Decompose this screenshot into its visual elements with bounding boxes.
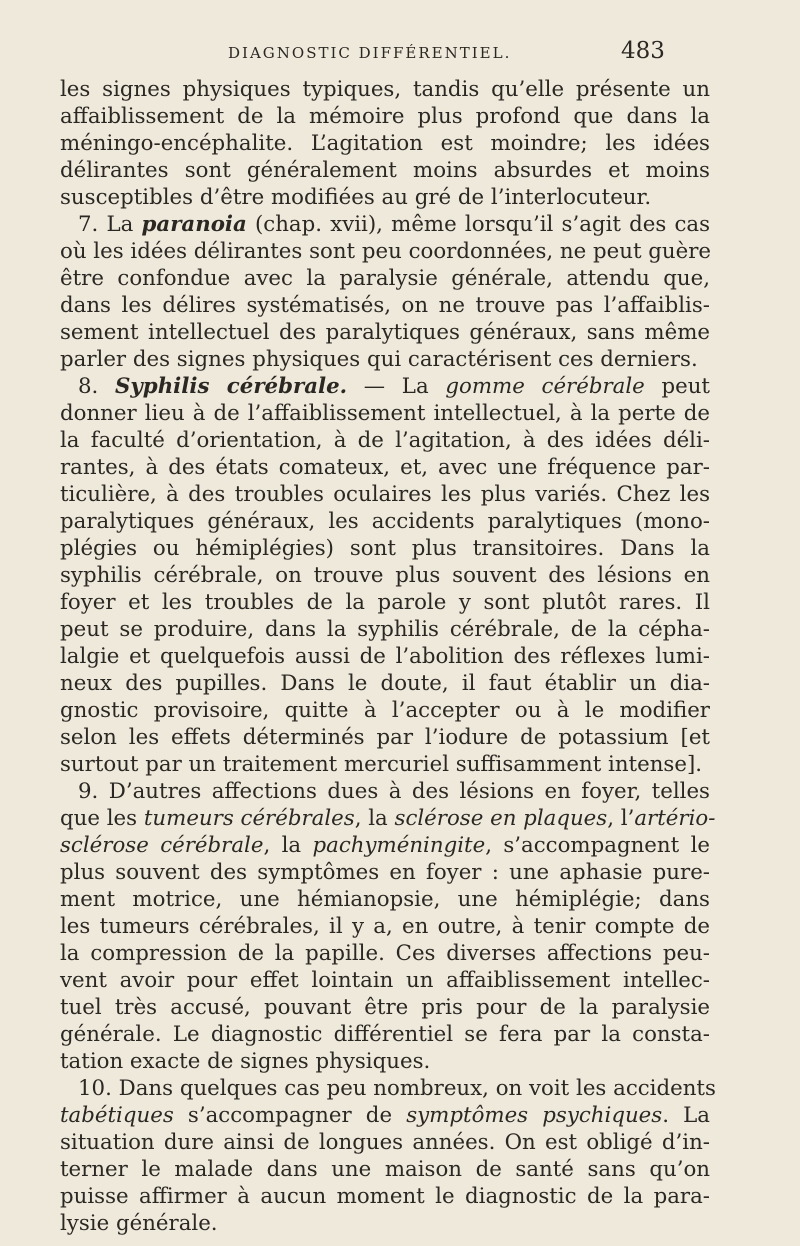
text-run: la faculté d’orientation, à de l’agitation, à des idées déli- [60,428,710,453]
text-line [60,157,710,184]
text-line [60,454,710,481]
text-run: tumeurs cérébrales [143,806,355,831]
text-run: paranoia [141,212,247,237]
text-line [60,292,710,319]
text-run: tuel très accusé, pouvant être pris pour de la paralysie [60,995,710,1020]
text-line [60,265,710,292]
text-run: tabétiques [60,1103,174,1128]
body-text [60,76,716,1237]
text-line [60,535,710,562]
text-run: terner le malade dans une maison de santé sans qu’on [60,1157,710,1182]
text-run: ment motrice, une hémianopsie, une hémiplégie; dans [60,887,710,912]
text-run: paralytiques généraux, les accidents paralytiques (mono- [60,509,710,534]
text-run: pachyméningite [312,833,486,858]
text-run: lysie générale. [60,1211,218,1236]
text-run: être confondue avec la paralysie générale, attendu que, [60,266,710,291]
text-line [60,1210,710,1237]
text-line [60,778,710,805]
text-run: plus souvent des symptômes en foyer : une aphasie pure- [60,860,710,885]
text-line [60,562,710,589]
text-run: générale. Le diagnostic différentiel se fera par la consta- [60,1022,710,1047]
text-run: affaiblissement de la mémoire plus profond que dans la [60,104,710,129]
text-run: situation dure ainsi de longues années. On est obligé d’in- [60,1130,710,1155]
text-line [60,859,710,886]
text-run: ticulière, à des troubles oculaires les plus variés. Chez les [60,482,710,507]
text-run: syphilis cérébrale, on trouve plus souvent des lésions en [60,563,710,588]
text-run: 9. D’autres affections dues à des lésions en foyer, telles [78,779,710,804]
text-line [60,697,710,724]
text-run: parler des signes physiques qui caractérisent ces derniers. [60,347,698,372]
text-run: , l’ [607,806,635,831]
text-run: susceptibles d’être modifiées au gré de l’interlocuteur. [60,185,652,210]
text-line [60,832,710,859]
text-line [60,1156,710,1183]
text-run: lalgie et quelquefois aussi de l’abolition des réflexes lumi- [60,644,710,669]
text-run: vent avoir pour effet lointain un affaiblissement intellec- [60,968,710,993]
text-run: , la [263,833,313,858]
text-line [60,211,710,238]
text-run: donner lieu à de l’affaiblissement intellectuel, à la perte de [60,401,710,426]
text-run: neux des pupilles. Dans le doute, il faut établir un dia- [60,671,710,696]
text-line [60,427,710,454]
text-run: peut se produire, dans la syphilis cérébrale, de la cépha- [60,617,710,642]
text-run: les tumeurs cérébrales, il y a, en outre, à tenir compte de [60,914,710,939]
text-line [60,643,710,670]
text-line [60,238,710,265]
text-line [60,103,710,130]
text-run: artério- [634,806,716,831]
text-run: surtout par un traitement mercuriel suffisamment intense]. [60,752,703,777]
text-line [60,508,710,535]
page-number: 483 [621,38,665,64]
text-line [60,130,710,157]
text-line [60,1183,710,1210]
text-line [60,805,716,832]
text-line [60,967,710,994]
text-run: dans les délires systématisés, on ne trouve pas l’affaiblis- [60,293,710,318]
text-run: 7. La [78,212,142,237]
text-run: peut [644,374,710,399]
text-run: la compression de la papille. Ces diverses affections peu- [60,941,710,966]
text-run: , la [354,806,395,831]
text-line [60,670,710,697]
text-line [60,1048,710,1075]
text-line [60,589,710,616]
running-title: DIAGNOSTIC DIFFÉRENTIEL. [228,44,512,62]
text-line [60,184,710,211]
text-line [60,994,710,1021]
text-run: selon les effets déterminés par l’iodure de potassium [et [60,725,710,750]
text-line [60,1129,710,1156]
text-line [60,616,710,643]
text-run: Syphilis cérébrale. [115,374,348,399]
text-line [60,346,710,373]
text-run: les signes physiques typiques, tandis qu’elle présente un [60,77,710,102]
text-line [60,1102,710,1129]
text-line [60,1021,710,1048]
text-run: 10. Dans quelques cas peu nombreux, on voit les accidents [78,1076,716,1101]
text-run: — La [347,374,446,399]
text-run: , s’accompagnent le [485,833,710,858]
text-run: délirantes sont généralement moins absurdes et moins [60,158,710,183]
text-line [60,400,710,427]
text-line [60,319,710,346]
text-line [60,481,710,508]
text-run: rantes, à des états comateux, et, avec une fréquence par- [60,455,710,480]
text-run: gnostic provisoire, quitte à l’accepter ou à le modifier [60,698,710,723]
text-run: sclérose en plaques [394,806,608,831]
text-run: puisse affirmer à aucun moment le diagnostic de la para- [60,1184,710,1209]
text-run: que les [60,806,144,831]
text-run: tation exacte de signes physiques. [60,1049,431,1074]
text-run: gomme cérébrale [445,374,645,399]
text-run: . La [662,1103,710,1128]
text-run: sement intellectuel des paralytiques généraux, sans même [60,320,710,345]
text-line [60,913,710,940]
text-line [60,1075,716,1102]
text-run: s’accompagner de [173,1103,407,1128]
text-run: 8. [78,374,116,399]
text-run: méningo-encéphalite. L’agitation est moindre; les idées [60,131,710,156]
text-line [60,76,710,103]
text-line [60,373,710,400]
text-line [60,724,710,751]
text-run: foyer et les troubles de la parole y sont plutôt rares. Il [60,590,710,615]
text-line [60,940,710,967]
text-run: plégies ou hémiplégies) sont plus transitoires. Dans la [60,536,710,561]
text-run: sclérose cérébrale [60,833,264,858]
text-run: (chap. xvii), même lorsqu’il s’agit des cas [246,212,711,237]
text-run: où les idées délirantes sont peu coordonnées, ne peut guère [60,239,712,264]
text-line [60,751,710,778]
page-header [0,36,800,68]
text-run: symptômes psychiques [406,1103,663,1128]
text-line [60,886,710,913]
